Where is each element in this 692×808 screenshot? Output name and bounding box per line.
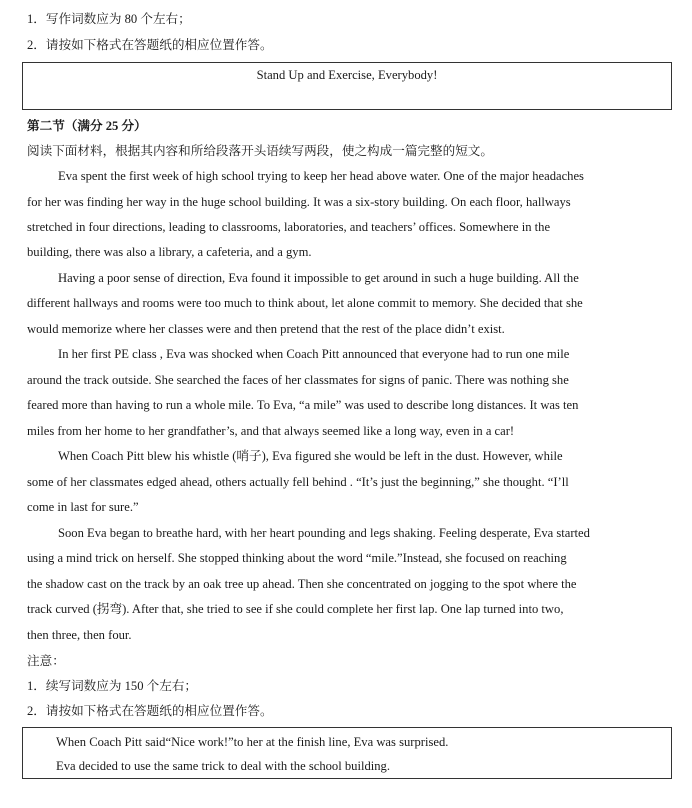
note-bottom-1: 1．续写词数应为 150 个左右；: [27, 679, 198, 693]
note-label: 注意：: [27, 654, 65, 668]
passage-line: using a mind trick on herself. She stopped thinking about the word “mile.”Instead, she focused on reaching: [27, 551, 567, 565]
passage-line: come in last for sure.”: [27, 500, 139, 514]
note-top-2: 2．请按如下格式在答题纸的相应位置作答。: [27, 38, 273, 52]
passage-line: stretched in four directions, leading to classrooms, laboratories, and teachers’ offices. Somewhere in the: [27, 220, 551, 234]
passage-line: track curved (拐弯). After that, she tried to see if she could complete her first lap. One lap turned into two,: [27, 602, 564, 616]
writing-title: Stand Up and Exercise, Everybody!: [256, 68, 438, 82]
passage-line: Eva spent the first week of high school trying to keep her head above water. One of the major headaches: [58, 169, 584, 183]
section-heading: 第二节（满分 25 分）: [27, 119, 147, 133]
passage-line: around the track outside. She searched the faces of her classmates for signs of panic. There was nothing she: [27, 373, 569, 387]
passage-line: miles from her home to her grandfather’s, and that always seemed like a long way, even in a car!: [27, 424, 515, 438]
passage-line: then three, then four.: [27, 628, 132, 642]
continuation-opening-1: When Coach Pitt said“Nice work!”to her at the finish line, Eva was surprised.: [56, 735, 449, 749]
passage-line: Having a poor sense of direction, Eva found it impossible to get around in such a huge building. All the: [58, 271, 579, 285]
continuation-opening-2: Eva decided to use the same trick to deal with the school building.: [56, 759, 390, 773]
note-top-1: 1．写作词数应为 80 个左右；: [27, 12, 191, 26]
passage-line: the shadow cast on the track by an oak tree up ahead. Then she concentrated on jogging to the spot where the: [27, 577, 577, 591]
passage-line: building, there was also a library, a cafeteria, and a gym.: [27, 245, 312, 259]
passage-line: some of her classmates edged ahead, others actually fell behind . “It’s just the beginning,” she thought. “I’ll: [27, 475, 569, 489]
passage-line: for her was finding her way in the huge school building. It was a six-story building. On each floor, hallways: [27, 195, 571, 209]
continuation-box: [22, 727, 672, 779]
passage-line: would memorize where her classes were and then pretend that the rest of the place didn’t exist.: [27, 322, 505, 336]
passage-line: When Coach Pitt blew his whistle (哨子), Eva figured she would be left in the dust. However, while: [58, 449, 563, 463]
note-bottom-2: 2．请按如下格式在答题纸的相应位置作答。: [27, 704, 273, 718]
writing-title-box: [22, 62, 672, 110]
passage-line: In her first PE class , Eva was shocked when Coach Pitt announced that everyone had to run one mile: [58, 347, 570, 361]
passage-line: different hallways and rooms were too much to think about, let alone commit to memory. She decided that she: [27, 296, 583, 310]
passage-line: Soon Eva began to breathe hard, with her heart pounding and legs shaking. Feeling desperate, Eva started: [58, 526, 590, 540]
passage-line: feared more than having to run a whole mile. To Eva, “a mile” was used to describe long distances. It was ten: [27, 398, 579, 412]
instruction: 阅读下面材料，根据其内容和所给段落开头语续写两段，使之构成一篇完整的短文。: [27, 144, 493, 158]
